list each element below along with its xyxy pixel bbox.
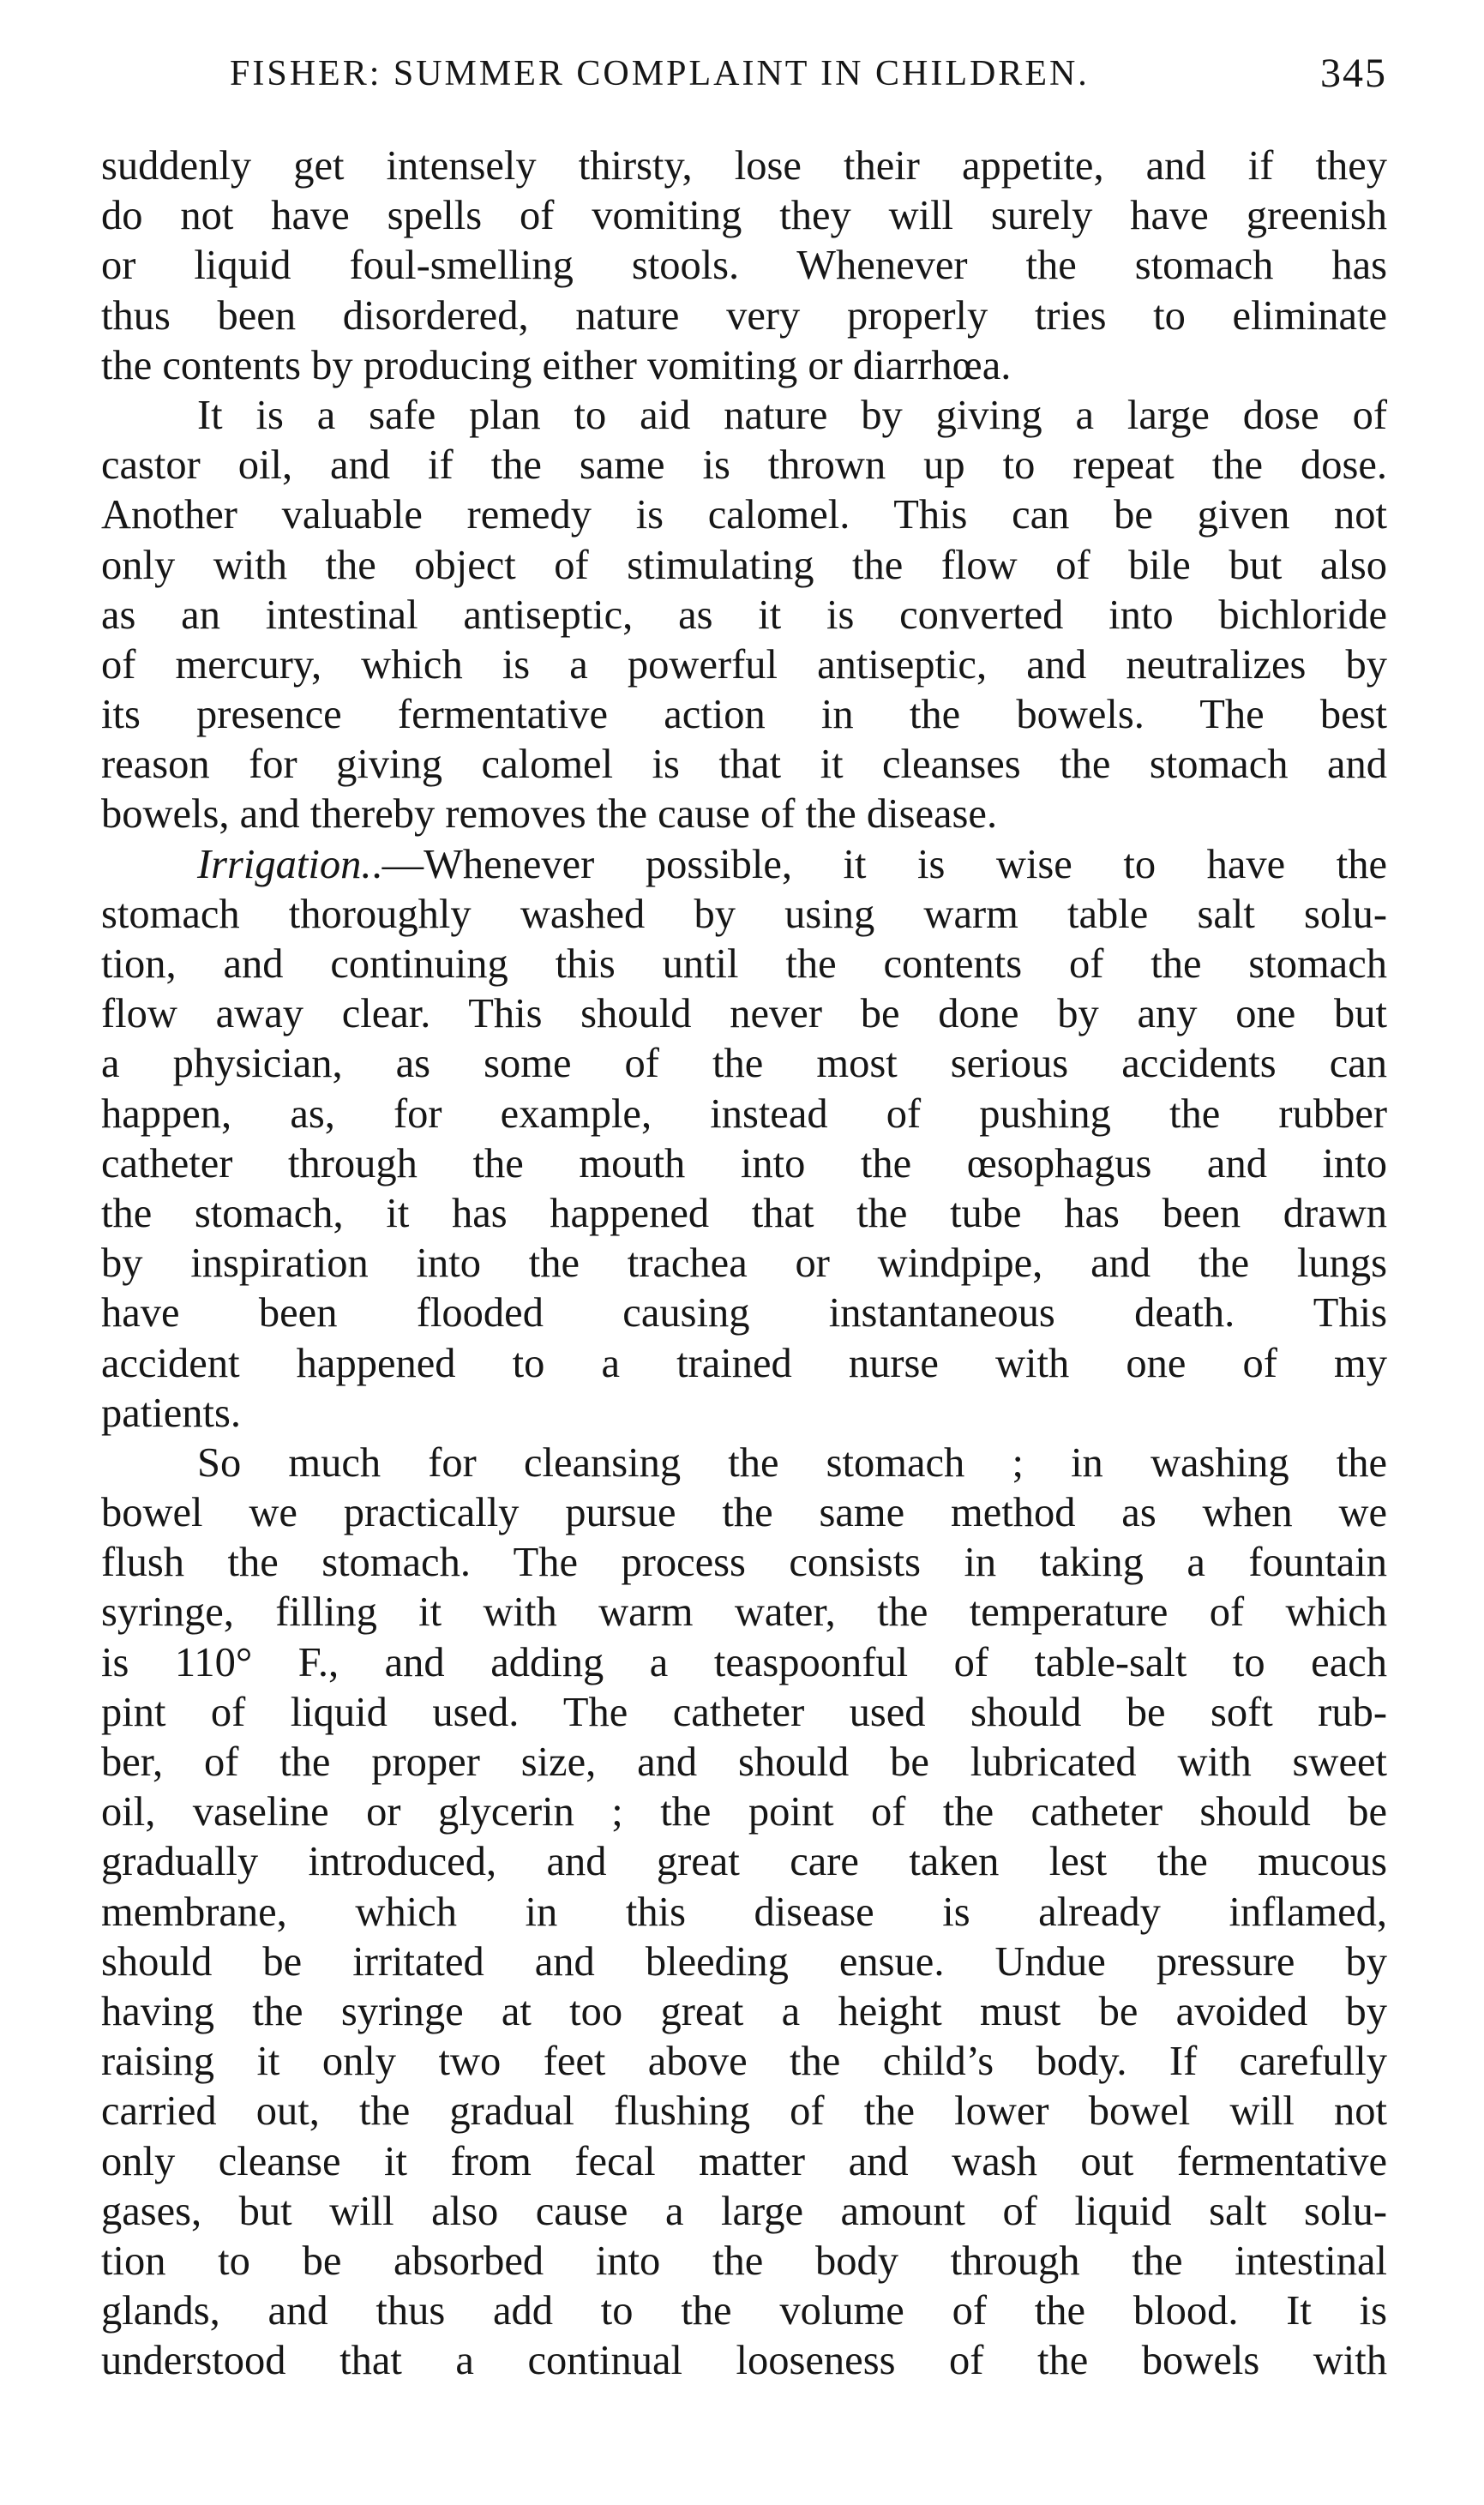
paragraph bbox=[101, 391, 1387, 840]
text-line: gases, but will also cause a large amount of liquid salt solu- bbox=[101, 2188, 1387, 2234]
text-line: of mercury, which is a powerful antiseptic, and neutralizes by bbox=[101, 641, 1387, 688]
text-line: tion, and continuing this until the contents of the stomach bbox=[101, 941, 1387, 987]
text-line: the stomach, it has happened that the tube has been drawn bbox=[101, 1190, 1387, 1236]
text-line: catheter through the mouth into the œsophagus and into bbox=[101, 1140, 1387, 1186]
text-line: bowel we practically pursue the same method as when we bbox=[101, 1490, 1387, 1536]
text-line: thus been disordered, nature very properly tries to eliminate bbox=[101, 292, 1387, 339]
text-line: tion to be absorbed into the body through the intestinal bbox=[101, 2238, 1387, 2284]
text-line: castor oil, and if the same is thrown up to repeat the dose. bbox=[101, 442, 1387, 489]
body-text bbox=[101, 141, 1387, 2386]
text-line: suddenly get intensely thirsty, lose their appetite, and if they bbox=[101, 143, 1387, 189]
running-head bbox=[101, 53, 1387, 113]
text-line: patients. bbox=[101, 1390, 241, 1436]
paragraph bbox=[101, 1439, 1387, 2387]
text-line: as an intestinal antiseptic, as it is converted into bichloride bbox=[101, 592, 1387, 638]
page-number: 345 bbox=[1320, 51, 1387, 96]
text-line: raising it only two feet above the child’s body. If carefully bbox=[101, 2039, 1387, 2085]
text-line: having the syringe at too great a height must be avoided by bbox=[101, 1988, 1387, 2034]
text-line: membrane, which in this disease is already inflamed, bbox=[101, 1889, 1387, 1935]
text-line: its presence fermentative action in the bowels. The best bbox=[101, 692, 1387, 738]
paragraph bbox=[101, 840, 1387, 1439]
text-line: reason for giving calomel is that it cleanses the stomach and bbox=[101, 742, 1387, 788]
text-line: glands, and thus add to the volume of the blood. It is bbox=[101, 2288, 1387, 2334]
text-line: is 110° F., and adding a teaspoonful of table-salt to each bbox=[101, 1639, 1387, 1685]
text-line: happen, as, for example, instead of pushing the rubber bbox=[101, 1090, 1387, 1137]
running-title: FISHER: SUMMER COMPLAINT IN CHILDREN. bbox=[230, 54, 1090, 93]
text-line: understood that a continual looseness of the bowels with bbox=[101, 2338, 1387, 2384]
italic-heading: Irrigation. bbox=[197, 841, 372, 887]
text-line: ber, of the proper size, and should be lubricated with sweet bbox=[101, 1739, 1387, 1785]
text-line: stomach thoroughly washed by using warm table salt solu- bbox=[101, 891, 1387, 937]
text-line: It is a safe plan to aid nature by giving a large dose of bbox=[197, 392, 1387, 438]
text-line: have been flooded causing instantaneous death. This bbox=[101, 1290, 1387, 1337]
text-line: syringe, filling it with warm water, the temperature of which bbox=[101, 1589, 1387, 1636]
text-line: flow away clear. This should never be done by any one but bbox=[101, 991, 1387, 1037]
text-line: accident happened to a trained nurse with one of my bbox=[101, 1340, 1387, 1386]
text-line: only with the object of stimulating the flow of bile but also bbox=[101, 542, 1387, 588]
text-line: gradually introduced, and great care taken lest the mucous bbox=[101, 1839, 1387, 1885]
text-line: Another valuable remedy is calomel. This can be given not bbox=[101, 492, 1387, 538]
text-line bbox=[101, 840, 1387, 890]
text-line: carried out, the gradual flushing of the lower bowel will not bbox=[101, 2088, 1387, 2135]
text-line: pint of liquid used. The catheter used should be soft rub- bbox=[101, 1689, 1387, 1735]
text-line: or liquid foul-smelling stools. Whenever the stomach has bbox=[101, 243, 1387, 289]
paragraph bbox=[101, 141, 1387, 391]
text-line: only cleanse it from fecal matter and wash out fermentative bbox=[101, 2138, 1387, 2184]
text-line: by inspiration into the trachea or windpipe, and the lungs bbox=[101, 1240, 1387, 1287]
text-line: bowels, and thereby removes the cause of the disease. bbox=[101, 791, 998, 838]
text-line: So much for cleansing the stomach ; in washing the bbox=[197, 1439, 1387, 1486]
text-line: flush the stomach. The process consists in taking a fountain bbox=[101, 1540, 1387, 1586]
text-line: should be irritated and bleeding ensue. Undue pressure by bbox=[101, 1938, 1387, 1985]
text-line: the contents by producing either vomiting or diarrhœa. bbox=[101, 342, 1012, 388]
text-line: a physician, as some of the most serious accidents can bbox=[101, 1041, 1387, 1087]
text-line: oil, vaseline or glycerin ; the point of the catheter should be bbox=[101, 1789, 1387, 1835]
text-line: do not have spells of vomiting they will surely have greenish bbox=[101, 193, 1387, 239]
text-run: .—Whenever possible, it is wise to have the bbox=[371, 841, 1387, 887]
